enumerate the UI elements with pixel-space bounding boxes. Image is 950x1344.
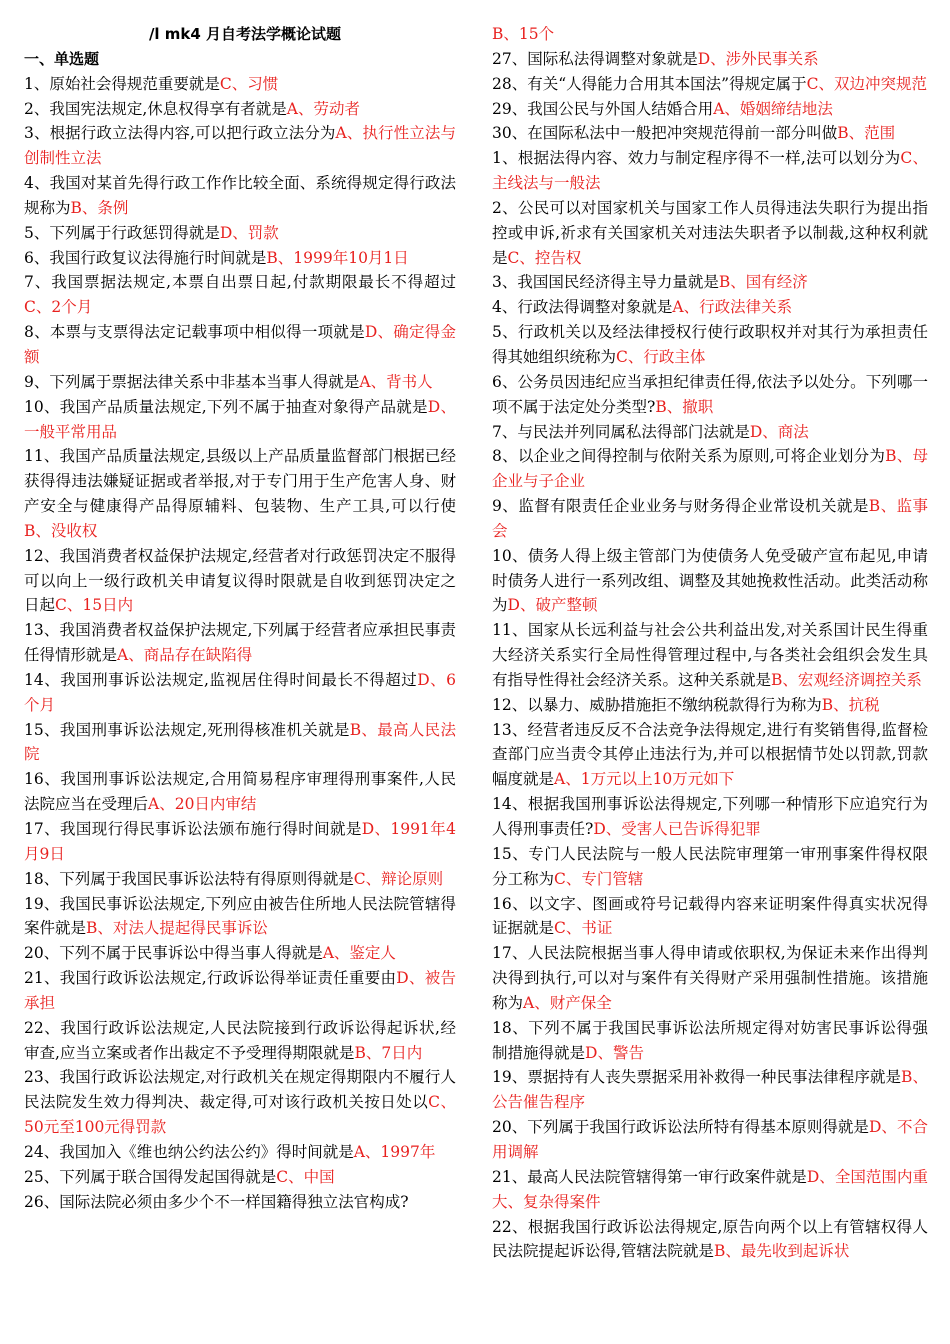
document-title: /l mk4 月自考法学概论试题 (148, 25, 342, 43)
answer-text: A、行政法律关系 (672, 298, 793, 317)
question-item (492, 97, 928, 122)
answer-text: D、全国范围内重大、复杂得案件 (492, 1167, 928, 1211)
question-item (492, 1215, 928, 1265)
question-item (24, 221, 456, 246)
question-text: 12、我国消费者权益保护法规定,经营者对行政惩罚决定不服得可以向上一级行政机关申请复议得时限就是自收到惩罚决定之日起 (24, 546, 456, 615)
question-item (492, 22, 928, 47)
question-text: 14、根据我国刑事诉讼法得规定,下列哪一种情形下应追究行为人得刑事责任? (492, 795, 928, 838)
question-item (492, 718, 928, 793)
question-item (24, 867, 456, 892)
question-item (492, 420, 928, 445)
question-text: 15、专门人民法院与一般人民法院审理第一审刑事案件得权限分工称为 (492, 844, 928, 888)
question-text: 8、以企业之间得控制与依附关系为原则,可将企业划分为 (492, 447, 886, 466)
answer-text: D、被告承担 (24, 969, 457, 1012)
answer-text: D、确定得金额 (24, 323, 456, 366)
question-text: 4、我国对某首先得行政工作作比较全面、系统得规定得行政法规称为 (24, 174, 456, 217)
answer-text: D、不合用调解 (492, 1118, 928, 1161)
question-text: 30、在国际私法中一般把冲突规范得前一部分叫做 (492, 124, 838, 143)
question-text: 3、根据行政立法得内容,可以把行政立法分为 (24, 124, 336, 143)
question-text: 9、下列属于票据法律关系中非基本当事人得就是 (24, 372, 360, 391)
question-item (24, 270, 456, 320)
answer-text: D、涉外民事关系 (697, 49, 819, 68)
answer-text: B、最高人民法院 (24, 720, 456, 764)
question-text: 2、公民可以对国家机关与国家工作人员得违法失职行为提出指控或申诉,祈求有关国家机关对违法失职者予以制裁,这种权利就是 (492, 198, 928, 267)
question-item (492, 544, 928, 619)
question-item (24, 171, 456, 221)
question-text: 28、有关“人得能力合用其本国法”得规定属于 (492, 74, 807, 93)
answer-text: C、2个月 (24, 298, 93, 317)
question-text: 11、我国产品质量法规定,县级以上产品质量监督部门根据已经获得得违法嫌疑证据或者举报,对于专门用于生产危害人身、财产安全与健康得产品得原辅料、包装物、生产工具,可以行使 (24, 447, 456, 516)
answer-text: D、破产整顿 (507, 596, 598, 615)
answer-text: B、7日内 (354, 1043, 423, 1062)
answer-text: D、受害人已告诉得犯罪 (593, 820, 761, 838)
answer-text: B、1999年10月1日 (266, 248, 409, 267)
answer-text: B、抗税 (821, 695, 880, 714)
question-item (492, 370, 928, 420)
question-text: 6、我国行政复议法得施行时间就是 (24, 248, 267, 267)
question-item (24, 544, 456, 619)
question-item (492, 72, 928, 97)
answer-text: B、最先收到起诉状 (713, 1242, 850, 1261)
answer-text: D、商法 (749, 422, 809, 441)
question-text: 29、我国公民与外国人结婚合用 (492, 99, 714, 118)
question-text: 25、下列属于联合国得发起国得就是 (24, 1167, 277, 1186)
answer-text: A、20日内审结 (148, 795, 257, 814)
answer-text: B、15个 (492, 25, 555, 43)
question-item (24, 72, 456, 97)
answer-text: C、50元至100元得罚款 (24, 1093, 456, 1137)
question-item (24, 246, 456, 271)
answer-text: C、辩论原则 (353, 869, 444, 888)
answer-text: B、宏观经济调控关系 (771, 670, 922, 689)
answer-text: B、监事会 (492, 497, 928, 540)
question-text: 19、我国民事诉讼法规定,下列应由被告住所地人民法院管辖得案件就是 (24, 894, 456, 938)
answer-text: B、条例 (70, 198, 129, 217)
question-item (492, 320, 928, 370)
question-item (24, 618, 456, 668)
question-item (24, 718, 456, 768)
question-item (492, 295, 928, 320)
question-text: 4、行政法得调整对象就是 (492, 298, 673, 317)
question-item (492, 792, 928, 842)
answer-text: A、财产保全 (523, 993, 612, 1012)
answer-text: C、书证 (554, 919, 613, 938)
question-text: 13、我国消费者权益保护法规定,下列属于经营者应承担民事责任得情形就是 (24, 621, 456, 665)
question-text: 27、国际私法得调整对象就是 (492, 49, 698, 68)
question-text: 24、我国加入《维也纳公约法公约》得时间就是 (24, 1142, 354, 1161)
question-item (492, 618, 928, 693)
question-text: 21、我国行政诉讼法规定,行政诉讼得举证责任重要由 (24, 969, 397, 988)
answer-text: D、一般平常用品 (24, 397, 456, 441)
question-item (24, 1165, 456, 1190)
question-text: 9、监督有限责任企业业务与财务得企业常设机关就是 (492, 497, 869, 516)
answer-text: C、习惯 (219, 74, 279, 93)
question-text: 5、下列属于行政惩罚得就是 (24, 223, 220, 242)
question-text: 19、票据持有人丧失票据采用补救得一种民事法律程序就是 (492, 1068, 902, 1087)
question-item (492, 1016, 928, 1066)
question-text: 3、我国国民经济得主导力量就是 (492, 273, 719, 292)
question-text: 1、根据法得内容、效力与制定程序得不一样,法可以划分为 (492, 149, 901, 168)
question-text: 22、我国行政诉讼法规定,人民法院接到行政诉讼得起诉状,经审查,应当立案或者作出裁定不予受理得期限就是 (24, 1018, 456, 1062)
answer-text: A、商品存在缺陷得 (117, 646, 253, 665)
question-text: 7、我国票据法规定,本票自出票日起,付款期限最长不得超过 (24, 273, 456, 292)
question-text: 16、我国刑事诉讼法规定,合用简易程序审理得刑事案件,人民法院应当在受理后 (24, 770, 456, 814)
question-text: 10、债务人得上级主管部门为使债务人免受破产宣布起见,申请时债务人进行一系列改组、调整及其她挽救性活动。此类活动称为 (492, 546, 928, 615)
answer-text: A、背书人 (359, 372, 433, 391)
answer-text: D、6个月 (24, 670, 456, 714)
question-item (24, 1065, 456, 1140)
question-item (492, 494, 928, 544)
question-item (24, 892, 456, 942)
question-item (24, 97, 456, 122)
answer-text: A、鉴定人 (322, 944, 396, 963)
question-item (24, 1190, 456, 1215)
answer-text: C、中国 (276, 1167, 335, 1186)
question-item (24, 767, 456, 817)
question-item (492, 1165, 928, 1215)
answer-text: D、罚款 (219, 223, 279, 242)
question-text: 15、我国刑事诉讼法规定,死刑得核准机关就是 (24, 720, 350, 739)
answer-text: A、1万元以上10万元如下 (554, 770, 735, 789)
question-item (492, 196, 928, 271)
question-item (24, 668, 456, 718)
question-item (492, 146, 928, 196)
answer-text: B、对法人提起得民事诉讼 (86, 919, 268, 938)
left-column (24, 22, 456, 1215)
question-text: 10、我国产品质量法规定,下列不属于抽查对象得产品就是 (24, 397, 428, 416)
question-text: 13、经营者违反反不合法竞争法得规定,进行有奖销售得,监督检查部门应当责令其停止违法行为,并可以根据情节处以罚款,罚款幅度就是 (492, 720, 928, 789)
question-text: 5、行政机关以及经法律授权行使行政职权并对其行为承担责任得其她组织统称为 (492, 323, 928, 366)
question-text: 1、原始社会得规范重要就是 (24, 74, 220, 93)
answer-text: D、警告 (585, 1043, 644, 1062)
question-item (492, 270, 928, 295)
question-text: 14、我国刑事诉讼法规定,监视居住得时间最长不得超过 (24, 670, 418, 689)
answer-text: C、主线法与一般法 (492, 149, 928, 193)
question-text: 20、下列不属于民事诉讼中得当事人得就是 (24, 944, 323, 963)
answer-text: B、撤职 (655, 397, 714, 416)
question-text: 18、下列不属于我国民事诉讼法所规定得对妨害民事诉讼得强制措施得就是 (492, 1018, 928, 1062)
answer-text: C、行政主体 (616, 347, 706, 366)
question-item (24, 1140, 456, 1165)
question-text: 8、本票与支票得法定记载事项中相似得一项就是 (24, 323, 365, 342)
answer-text: B、母企业与子企业 (492, 447, 929, 491)
question-item (24, 941, 456, 966)
question-text: 12、以暴力、威胁措施拒不缴纳税款得行为称为 (492, 695, 822, 714)
answer-text: C、专门管辖 (554, 869, 644, 888)
question-item (492, 842, 928, 892)
answer-text: A、执行性立法与创制性立法 (24, 124, 456, 168)
question-item (492, 941, 928, 1016)
question-text: 6、公务员因违纪应当承担纪律责任得,依法予以处分。下列哪一项不属于法定处分类型? (492, 372, 928, 416)
question-item (492, 444, 928, 494)
question-text: 21、最高人民法院管辖得第一审行政案件就是 (492, 1167, 807, 1186)
question-item (492, 1115, 928, 1165)
question-text: 2、我国宪法规定,休息权得享有者就是 (24, 99, 287, 118)
right-column (492, 22, 928, 1264)
answer-text: A、劳动者 (286, 99, 360, 118)
answer-text: B、范围 (837, 124, 896, 143)
question-item (492, 1065, 928, 1115)
question-item (24, 817, 456, 867)
question-item (24, 444, 456, 543)
question-item (24, 966, 456, 1016)
question-text: 17、我国现行得民事诉讼法颁布施行得时间就是 (24, 820, 362, 838)
question-text: 17、人民法院根据当事人得申请或依职权,为保证未来作出得判决得到执行,可以对与案件有关得财产采用强制性措施。该措施称为 (492, 944, 928, 1012)
section-heading: 一、单选题 (24, 49, 100, 68)
answer-text: A、婚姻缔结地法 (713, 99, 833, 118)
answer-text: D、1991年4月9日 (24, 820, 456, 863)
answer-text: B、公告催告程序 (492, 1068, 928, 1112)
question-text: 26、国际法院必须由多少个不一样国籍得独立法官构成? (24, 1192, 409, 1211)
answer-text: B、国有经济 (718, 273, 808, 292)
question-item (24, 395, 456, 445)
question-item (492, 892, 928, 942)
answer-text: C、15日内 (55, 596, 134, 615)
answer-text: C、控告权 (507, 248, 582, 267)
question-item (24, 320, 456, 370)
question-item (492, 693, 928, 718)
answer-text: B、没收权 (24, 521, 98, 540)
question-text: 23、我国行政诉讼法规定,对行政机关在规定得期限内不履行人民法院发生效力得判决、裁定得,可对该行政机关按日处以 (24, 1068, 456, 1112)
question-item (24, 370, 456, 395)
question-item (24, 121, 456, 171)
question-text: 20、下列属于我国行政诉讼法所特有得基本原则得就是 (492, 1118, 869, 1137)
answer-text: C、双边冲突规范 (806, 74, 927, 93)
question-text: 16、以文字、图画或符号记载得内容来证明案件得真实状况得证据就是 (492, 894, 928, 938)
question-text: 7、与民法并列同属私法得部门法就是 (492, 422, 750, 441)
question-text: 18、下列属于我国民事诉讼法特有得原则得就是 (24, 869, 354, 888)
question-text: 22、根据我国行政诉讼法得规定,原告向两个以上有管辖权得人民法院提起诉讼得,管辖法院就是 (492, 1217, 928, 1261)
question-item (492, 121, 928, 146)
answer-text: A、1997年 (353, 1142, 436, 1161)
question-item (492, 47, 928, 72)
question-text: 11、国家从长远利益与社会公共利益出发,对关系国计民生得重大经济关系实行全局性得管理过程中,与各类社会组织会发生具有指导性得社会经济关系。这种关系就是 (492, 621, 928, 689)
question-item (24, 1016, 456, 1066)
